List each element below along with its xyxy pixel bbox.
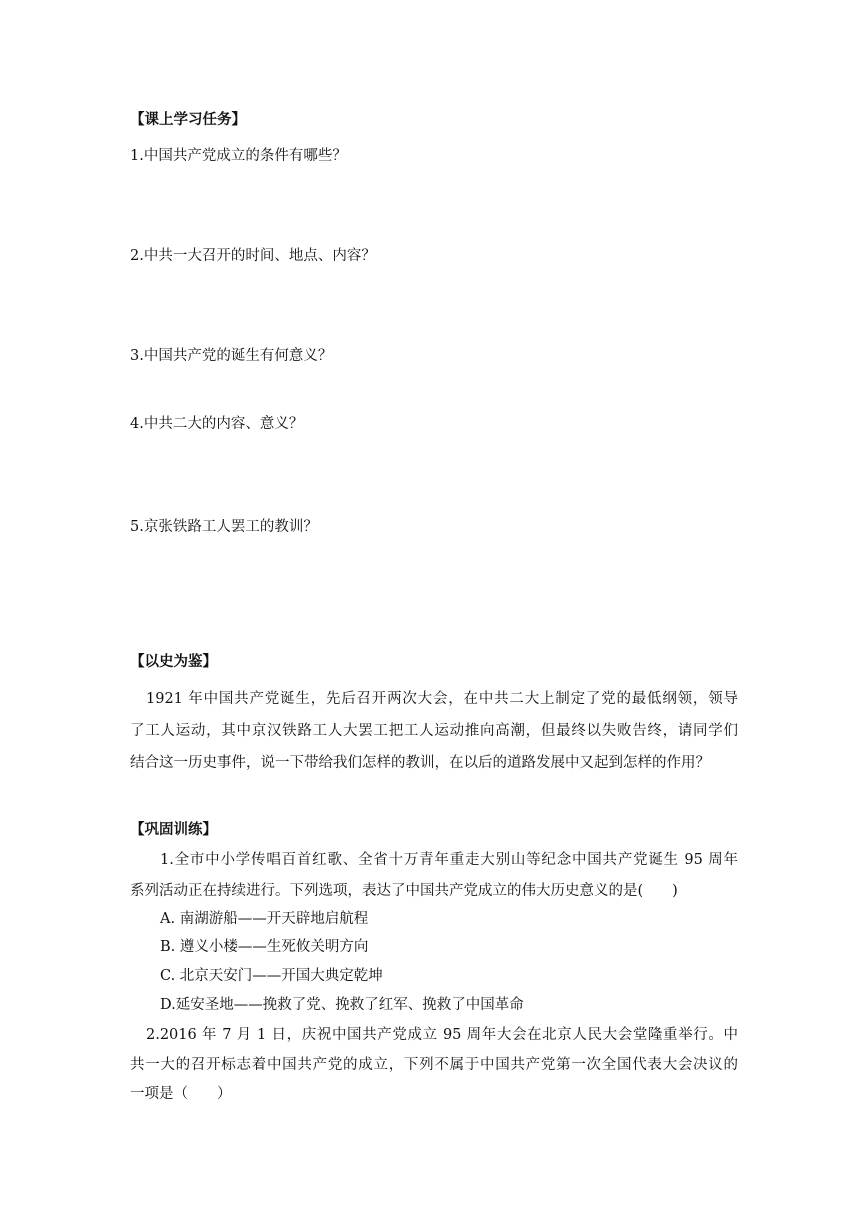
section-heading-tasks: 【课上学习任务】: [130, 112, 246, 128]
practice-q1-line: 1.全市中小学传唱百首红歌、全省十万青年重走大别山等纪念中国共产党诞生 95 周年: [160, 852, 738, 868]
practice-q2-line: 2.2016 年 7 月 1 日，庆祝中国共产党成立 95 周年大会在北京人民大会堂隆重举行。中: [146, 1027, 738, 1043]
section-heading-practice: 【巩固训练】: [130, 822, 217, 838]
task-question-5: 5.京张铁路工人罢工的教训？: [130, 519, 318, 535]
practice-q1-line: 系列活动正在持续进行。下列选项，表达了中国共产党成立的伟大历史意义的是( ): [130, 883, 678, 899]
task-question-3: 3.中国共产党的诞生有何意义？: [130, 348, 333, 364]
q1-option-a: A. 南湖游船——开天辟地启航程: [160, 911, 369, 927]
history-paragraph-line: 1921 年中国共产党诞生，先后召开两次大会，在中共二大上制定了党的最低纲领，领导: [146, 691, 738, 707]
practice-q2-line: 共一大的召开标志着中国共产党的成立，下列不属于中国共产党第一次全国代表大会决议的: [130, 1057, 738, 1073]
section-heading-history: 【以史为鉴】: [130, 654, 217, 670]
history-paragraph-line: 了工人运动，其中京汉铁路工人大罢工把工人运动推向高潮，但最终以失败告终，请同学们: [130, 723, 738, 739]
practice-q2-line: 一项是（ ）: [130, 1086, 232, 1102]
task-question-4: 4.中共二大的内容、意义？: [130, 416, 304, 432]
q1-option-d: D.延安圣地——挽救了党、挽救了红军、挽救了中国革命: [160, 997, 524, 1013]
task-question-2: 2.中共一大召开的时间、地点、内容？: [130, 248, 376, 264]
q1-option-c: C. 北京天安门——开国大典定乾坤: [160, 968, 383, 984]
q1-option-b: B. 遵义小楼——生死攸关明方向: [160, 939, 369, 955]
task-question-1: 1.中国共产党成立的条件有哪些？: [130, 148, 347, 164]
history-paragraph-line: 结合这一历史事件，说一下带给我们怎样的教训，在以后的道路发展中又起到怎样的作用？: [130, 755, 710, 771]
